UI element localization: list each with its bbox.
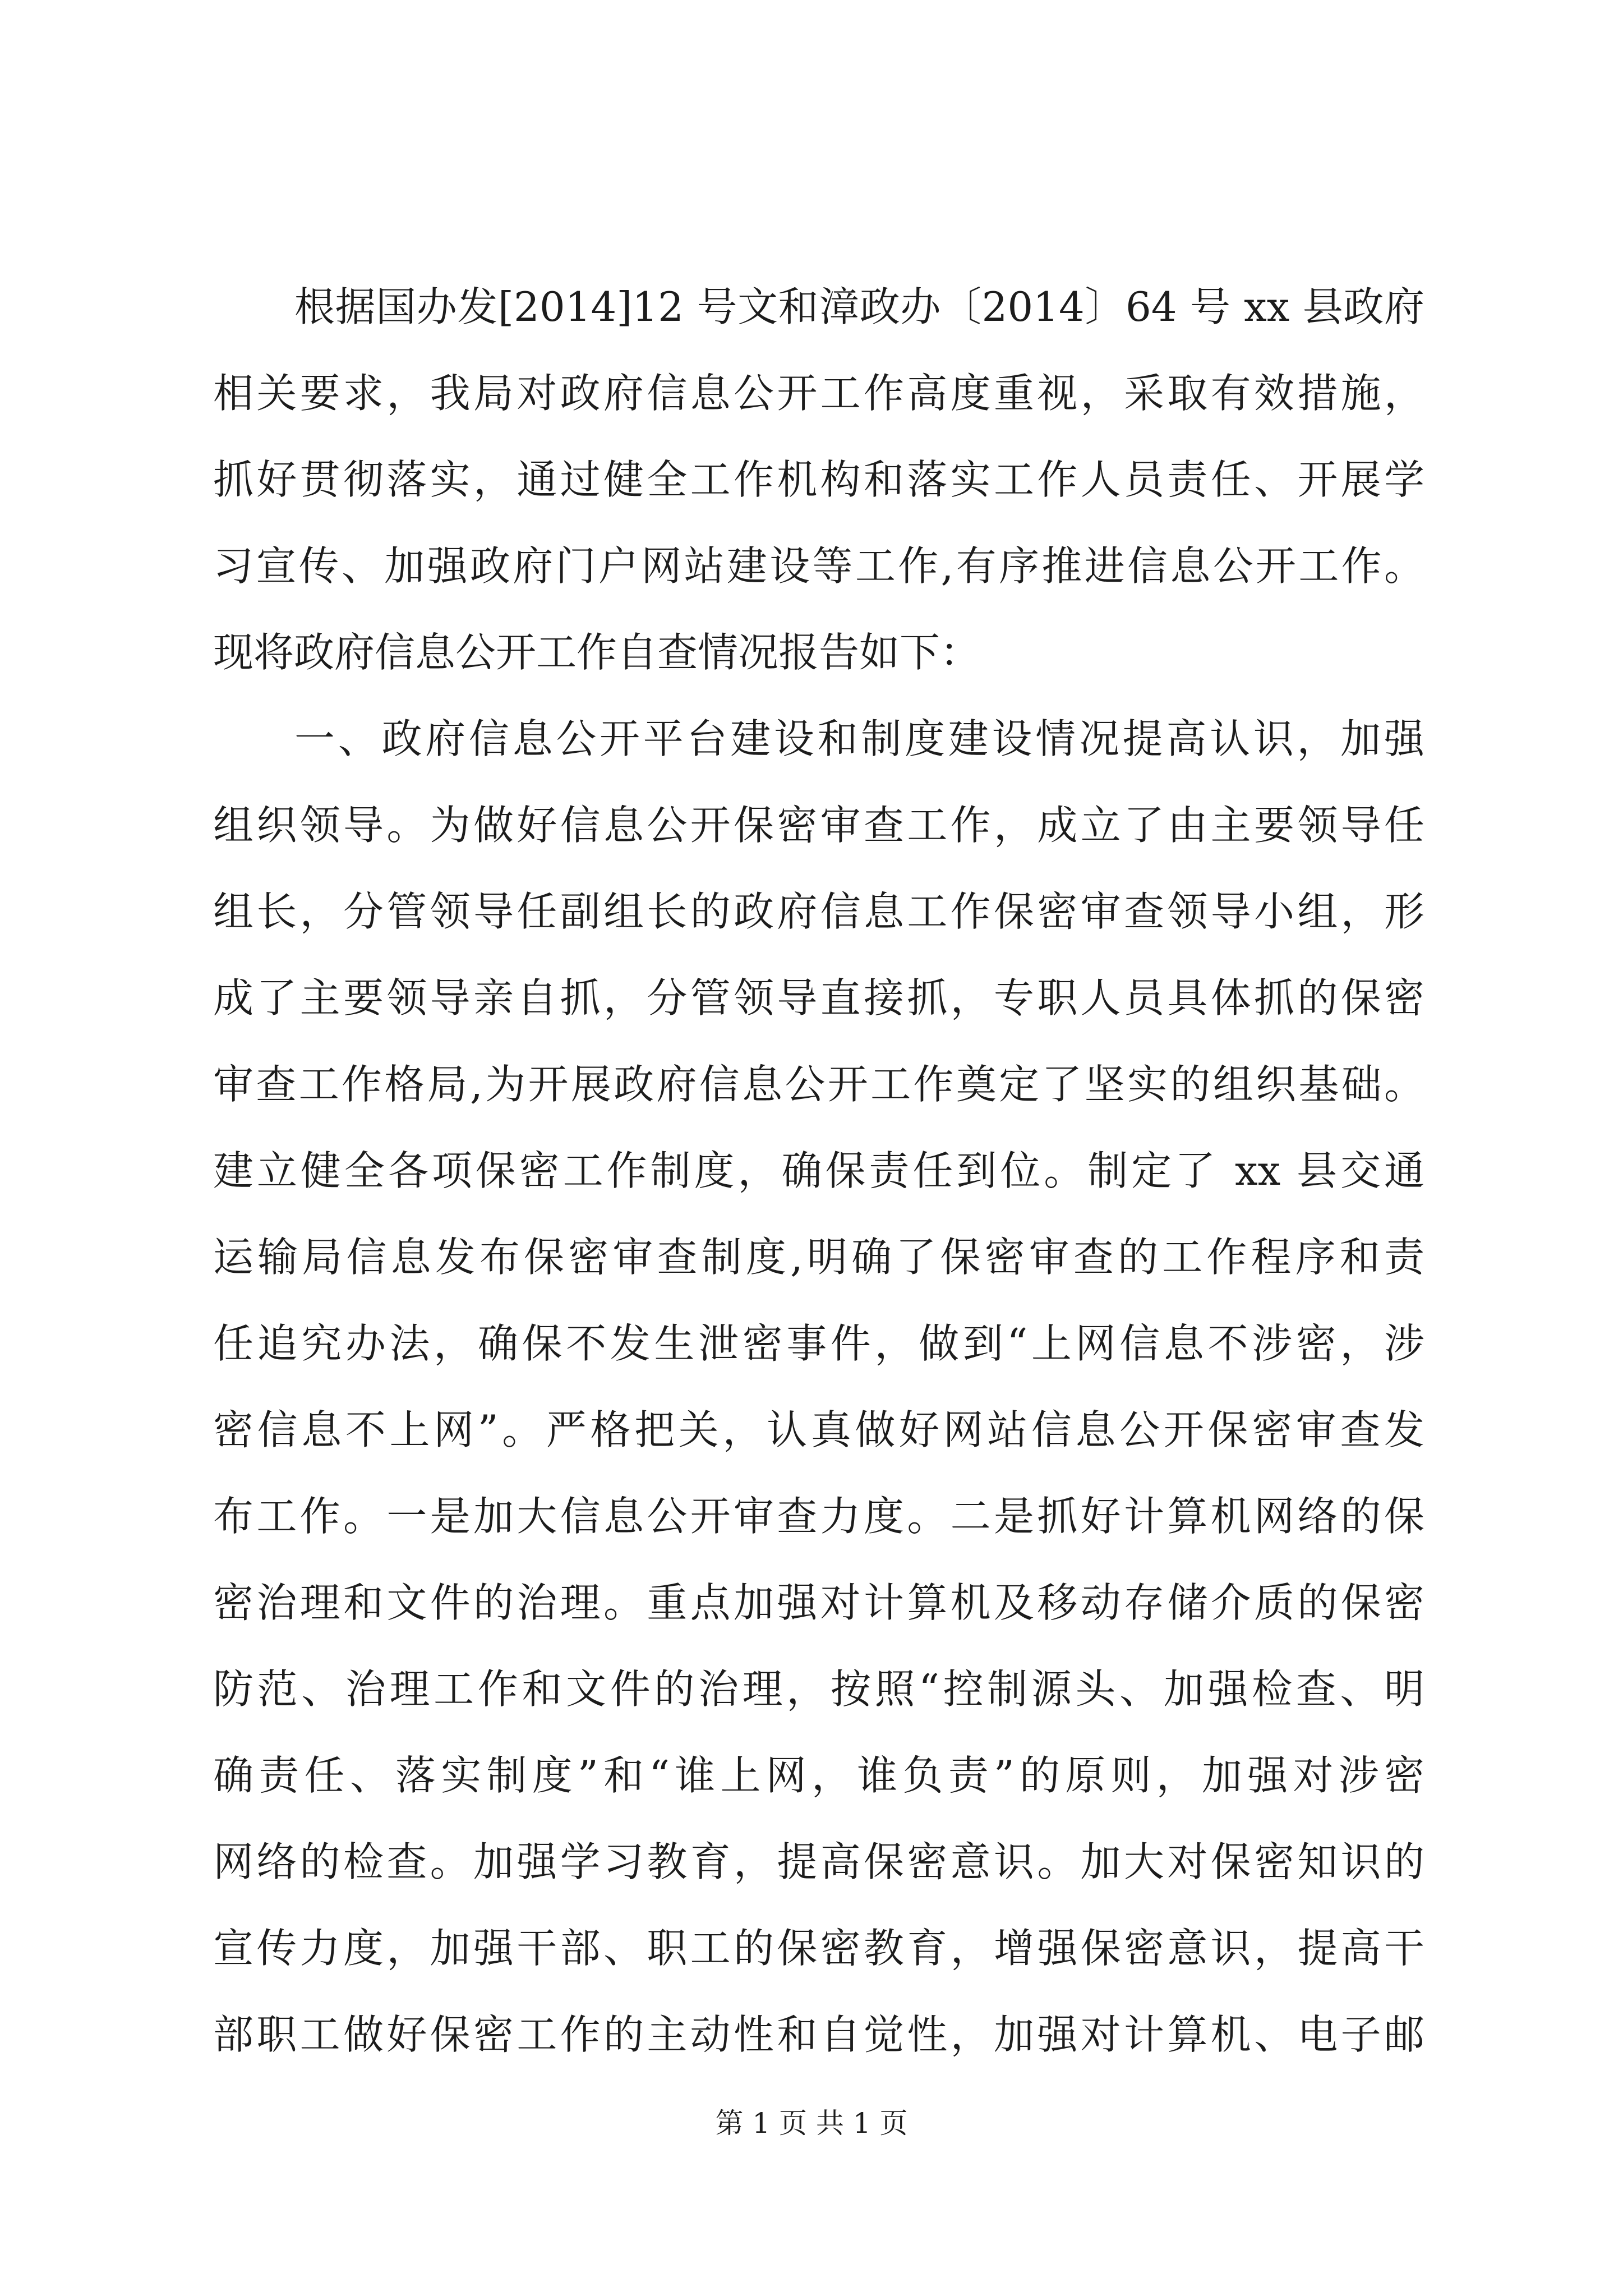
paragraph-2-line-13: 确责任、落实制度”和“谁上网，谁负责”的原则，加强对涉密 bbox=[213, 1752, 1424, 1799]
paragraph-1-line-4: 习宣传、加强政府门户网站建设等工作,有序推进信息公开工作。 bbox=[213, 542, 1424, 590]
paragraph-2-line-4: 成了主要领导亲自抓，分管领导直接抓，专职人员具体抓的保密 bbox=[213, 974, 1424, 1022]
paragraph-1-line-1: 根据国办发[2014]12 号文和漳政办〔2014〕64 号 xx 县政府 bbox=[294, 283, 1424, 330]
paragraph-1-line-2: 相关要求，我局对政府信息公开工作高度重视，采取有效措施， bbox=[213, 370, 1424, 417]
paragraph-2-line-12: 防范、治理工作和文件的治理，按照“控制源头、加强检查、明 bbox=[213, 1665, 1424, 1713]
paragraph-2-line-3: 组长，分管领导任副组长的政府信息工作保密审查领导小组，形 bbox=[213, 888, 1424, 935]
page-footer: 第 1 页 共 1 页 bbox=[715, 2107, 908, 2139]
paragraph-2-line-15: 宣传力度，加强干部、职工的保密教育，增强保密意识，提高干 bbox=[213, 1925, 1424, 1972]
paragraph-1-line-5: 现将政府信息公开工作自查情况报告如下： bbox=[213, 629, 981, 676]
paragraph-1-line-3: 抓好贯彻落实，通过健全工作机构和落实工作人员责任、开展学 bbox=[213, 456, 1424, 503]
paragraph-2-line-9: 密信息不上网”。严格把关，认真做好网站信息公开保密审查发 bbox=[213, 1406, 1424, 1453]
paragraph-2-line-5: 审查工作格局,为开展政府信息公开工作奠定了坚实的组织基础。 bbox=[213, 1061, 1424, 1108]
paragraph-2-line-6: 建立健全各项保密工作制度，确保责任到位。制定了 xx 县交通 bbox=[213, 1147, 1424, 1194]
document-body bbox=[213, 264, 1424, 2078]
paragraph-2-line-14: 网络的检查。加强学习教育，提高保密意识。加大对保密知识的 bbox=[213, 1838, 1424, 1885]
paragraph-2-line-2: 组织领导。为做好信息公开保密审查工作，成立了由主要领导任 bbox=[213, 802, 1424, 849]
paragraph-2-line-8: 任追究办法，确保不发生泄密事件，做到“上网信息不涉密，涉 bbox=[213, 1320, 1424, 1367]
paragraph-2-line-11: 密治理和文件的治理。重点加强对计算机及移动存储介质的保密 bbox=[213, 1579, 1424, 1626]
paragraph-2-line-7: 运输局信息发布保密审查制度,明确了保密审查的工作程序和责 bbox=[213, 1234, 1424, 1281]
paragraph-2-line-10: 布工作。一是加大信息公开审查力度。二是抓好计算机网络的保 bbox=[213, 1493, 1424, 1540]
paragraph-2-line-1: 一、政府信息公开平台建设和制度建设情况提高认识，加强 bbox=[294, 715, 1424, 762]
paragraph-2-line-16: 部职工做好保密工作的主动性和自觉性，加强对计算机、电子邮 bbox=[213, 2011, 1424, 2058]
